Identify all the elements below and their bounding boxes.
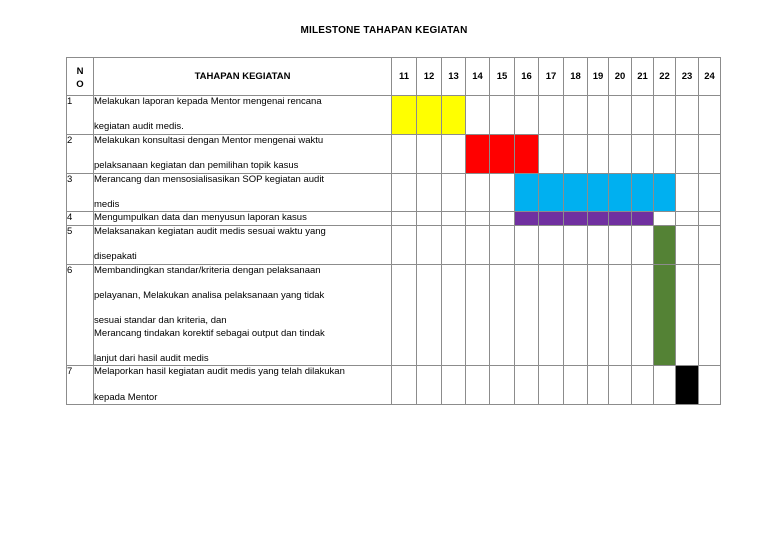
week-cell-13 [442,264,466,366]
no-header-top: N [76,65,84,77]
week-cell-13 [442,134,466,173]
task-line: Melaksanakan kegiatan audit medis sesuai waktu yang [94,225,326,237]
row-number: 4 [67,212,94,226]
week-cell-21 [632,96,654,135]
task-line: lanjut dari hasil audit medis [94,352,209,364]
row-number: 3 [67,173,94,212]
week-cell-15 [490,366,515,405]
task-line: Merancang tindakan korektif sebagai output dan tindak [94,327,325,339]
task-line: Membandingkan standar/kriteria dengan pelaksanaan [94,264,321,276]
week-cell-15 [490,212,515,226]
gantt-bar-cell-week-22 [654,173,676,212]
gantt-bar-cell-week-14 [466,134,490,173]
table-row [67,264,721,366]
gantt-bar-cell-week-15 [490,134,515,173]
week-cell-16 [515,96,539,135]
week-cell-24 [699,366,721,405]
milestone-gantt-table [66,57,721,405]
week-cell-24 [699,134,721,173]
task-line-spacer [94,186,391,199]
row-number: 1 [67,96,94,135]
week-header-19: 19 [588,58,609,96]
week-cell-13 [442,212,466,226]
week-cell-20 [609,96,632,135]
week-cell-13 [442,225,466,264]
week-cell-20 [609,134,632,173]
task-description [94,96,392,135]
task-line-spacer [94,379,391,392]
task-column-header: TAHAPAN KEGIATAN [94,58,392,96]
task-line-spacer [94,277,391,290]
week-cell-12 [417,225,442,264]
task-line: disepakati [94,251,137,263]
task-line: medis [94,198,120,210]
task-line: pelaksanaan kegiatan dan pemilihan topik kasus [94,159,299,171]
week-header-13: 13 [442,58,466,96]
week-cell-19 [588,96,609,135]
task-line: sesuai standar dan kriteria, dan [94,315,227,327]
week-header-18: 18 [564,58,588,96]
week-cell-17 [539,366,564,405]
gantt-bar-cell-week-13 [442,96,466,135]
task-line: Melaporkan hasil kegiatan audit medis yang telah dilakukan [94,366,345,378]
gantt-bar-cell-week-18 [564,173,588,212]
no-header-bottom: O [76,78,84,90]
task-line: Melakukan konsultasi dengan Mentor mengenai waktu [94,134,324,146]
week-header-16: 16 [515,58,539,96]
week-cell-11 [392,173,417,212]
week-cell-20 [609,264,632,366]
week-cell-17 [539,134,564,173]
week-header-22: 22 [654,58,676,96]
week-cell-12 [417,173,442,212]
gantt-bar-cell-week-21 [632,173,654,212]
week-cell-14 [466,212,490,226]
gantt-bar-cell-week-23 [676,366,699,405]
gantt-bar-cell-week-16 [515,212,539,226]
no-column-header [67,58,94,96]
gantt-bar-cell-week-19 [588,173,609,212]
week-cell-12 [417,212,442,226]
week-cell-21 [632,264,654,366]
gantt-bar-cell-week-22 [654,264,676,366]
gantt-bar-cell-week-19 [588,212,609,226]
task-line: kegiatan audit medis. [94,121,184,133]
task-description [94,173,392,212]
week-cell-12 [417,134,442,173]
task-line-spacer [94,109,391,122]
week-cell-24 [699,225,721,264]
week-header-14: 14 [466,58,490,96]
week-cell-21 [632,366,654,405]
week-cell-18 [564,225,588,264]
week-cell-15 [490,173,515,212]
week-cell-20 [609,366,632,405]
task-line: Merancang dan mensosialisasikan SOP kegiatan audit [94,173,325,185]
week-cell-13 [442,173,466,212]
task-description [94,264,392,366]
row-number: 2 [67,134,94,173]
week-header-17: 17 [539,58,564,96]
table-row [67,96,721,135]
week-cell-23 [676,225,699,264]
week-cell-23 [676,212,699,226]
week-header-20: 20 [609,58,632,96]
week-cell-23 [676,264,699,366]
week-cell-19 [588,134,609,173]
week-cell-14 [466,96,490,135]
week-cell-17 [539,225,564,264]
task-line: kepada Mentor [94,391,158,403]
week-cell-22 [654,212,676,226]
week-cell-14 [466,173,490,212]
week-cell-19 [588,366,609,405]
week-cell-21 [632,134,654,173]
week-cell-19 [588,264,609,366]
week-cell-23 [676,173,699,212]
week-header-15: 15 [490,58,515,96]
week-cell-15 [490,96,515,135]
week-cell-11 [392,264,417,366]
week-header-21: 21 [632,58,654,96]
week-cell-12 [417,366,442,405]
gantt-bar-cell-week-20 [609,212,632,226]
week-cell-16 [515,225,539,264]
task-line-spacer [94,303,391,316]
week-cell-15 [490,264,515,366]
task-line-spacer [94,340,391,353]
table-row [67,134,721,173]
week-cell-24 [699,264,721,366]
week-cell-23 [676,96,699,135]
week-cell-18 [564,264,588,366]
gantt-bar-cell-week-11 [392,96,417,135]
week-cell-22 [654,366,676,405]
week-header-12: 12 [417,58,442,96]
gantt-bar-cell-week-21 [632,212,654,226]
page-title: MILESTONE TAHAPAN KEGIATAN [300,25,468,36]
week-cell-24 [699,173,721,212]
table-row [67,366,721,405]
week-cell-22 [654,96,676,135]
week-cell-13 [442,366,466,405]
gantt-bar-cell-week-18 [564,212,588,226]
row-number: 7 [67,366,94,405]
week-cell-17 [539,264,564,366]
task-line: pelayanan, Melakukan analisa pelaksanaan yang tidak [94,289,325,301]
week-header-24: 24 [699,58,721,96]
week-cell-20 [609,225,632,264]
gantt-bar-cell-week-20 [609,173,632,212]
table-row [67,212,721,226]
week-cell-11 [392,366,417,405]
week-cell-18 [564,366,588,405]
week-cell-14 [466,264,490,366]
task-line-spacer [94,239,391,252]
gantt-bar-cell-week-16 [515,134,539,173]
table-header-row [67,58,721,96]
gantt-bar-cell-week-22 [654,225,676,264]
gantt-bar-cell-week-16 [515,173,539,212]
task-description [94,134,392,173]
week-header-11: 11 [392,58,417,96]
week-cell-11 [392,212,417,226]
task-description [94,366,392,405]
row-number: 6 [67,264,94,366]
week-cell-12 [417,264,442,366]
table-row [67,173,721,212]
week-cell-23 [676,134,699,173]
week-cell-16 [515,366,539,405]
task-description [94,212,392,226]
week-cell-18 [564,96,588,135]
week-cell-22 [654,134,676,173]
week-cell-17 [539,96,564,135]
week-cell-19 [588,225,609,264]
week-cell-11 [392,225,417,264]
gantt-body [67,96,721,405]
week-header-23: 23 [676,58,699,96]
table-row [67,225,721,264]
task-line-spacer [94,147,391,160]
week-cell-24 [699,212,721,226]
gantt-bar-cell-week-12 [417,96,442,135]
gantt-bar-cell-week-17 [539,173,564,212]
week-cell-21 [632,225,654,264]
week-cell-11 [392,134,417,173]
gantt-bar-cell-week-17 [539,212,564,226]
week-cell-14 [466,366,490,405]
row-number: 5 [67,225,94,264]
task-line: Mengumpulkan data dan menyusun laporan kasus [94,212,307,224]
week-cell-24 [699,96,721,135]
task-line: Melakukan laporan kepada Mentor mengenai rencana [94,96,322,107]
week-cell-18 [564,134,588,173]
week-cell-16 [515,264,539,366]
week-cell-14 [466,225,490,264]
task-description [94,225,392,264]
week-cell-15 [490,225,515,264]
